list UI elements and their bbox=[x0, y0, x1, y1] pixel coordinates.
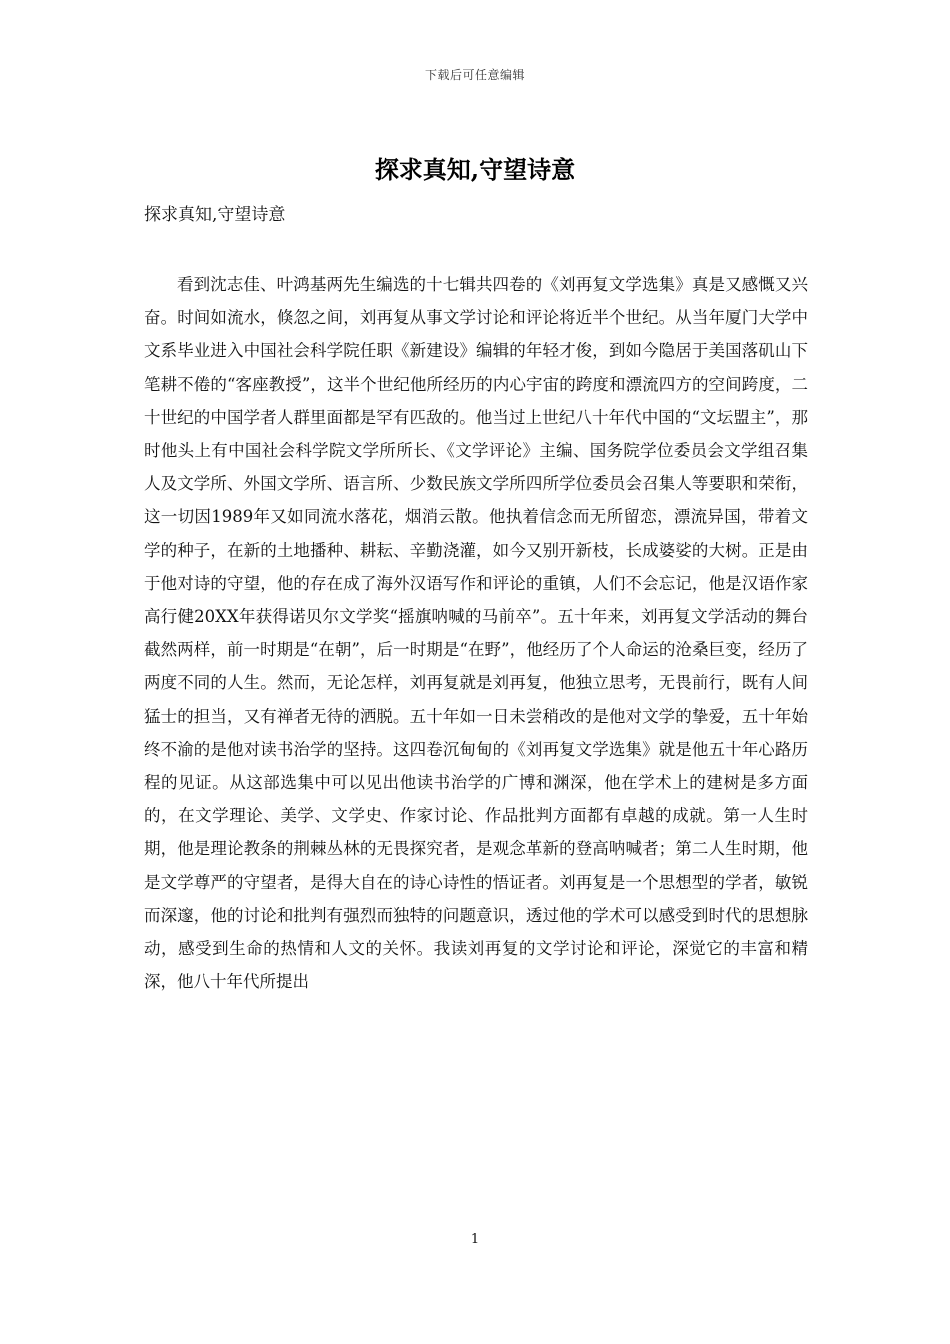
page-header-note: 下载后可任意编辑 bbox=[424, 68, 525, 82]
document-subtitle: 探求真知,守望诗意 bbox=[144, 205, 286, 225]
body-paragraph: 看到沈志佳、叶鸿基两先生编选的十七辑共四卷的《刘再复文学选集》真是又感慨又兴奋。时间如流水，倏忽之间，刘再复从事文学讨论和评论将近半个世纪。从当年厦门大学中文系毕业进入中国社会科学院任职《新建设》编辑的年轻才俊，到如今隐居于美国落矶山下笔耕不倦的“客座教授”，这半个世纪他所经历的内心宇宙的跨度和漂流四方的空间跨度，二十世纪的中国学者人群里面都是罕有匹敌的。他当过上世纪八十年代中国的“文坛盟主”，那时他头上有中国社会科学院文学所所长、《文学评论》主编、国务院学位委员会文学组召集人及文学所、外国文学所、语言所、少数民族文学所四所学位委员会召集人等要职和荣衔，这一切因1989年又如同流水落花，烟消云散。他执着信念而无所留恋，漂流异国，带着文学的种子，在新的土地播种、耕耘、辛勤浇灌，如今又别开新枝，长成婆娑的大树。正是由于他对诗的守望，他的存在成了海外汉语写作和评论的重镇，人们不会忘记，他是汉语作家高行健20XX年获得诺贝尔文学奖“摇旗呐喊的马前卒”。五十年来，刘再复文学活动的舞台截然两样，前一时期是“在朝”，后一时期是“在野”，他经历了个人命运的沧桑巨变，经历了两度不同的人生。然而，无论怎样，刘再复就是刘再复，他独立思考，无畏前行，既有人间猛士的担当，又有禅者无待的洒脱。五十年如一日未尝稍改的是他对文学的挚爱，五十年始终不渝的是他对读书治学的坚持。这四卷沉甸甸的《刘再复文学选集》就是他五十年心路历程的见证。从这部选集中可以见出他读书治学的广博和渊深，他在学术上的建树是多方面的，在文学理论、美学、文学史、作家讨论、作品批判方面都有卓越的成就。第一人生时期，他是理论教条的荆棘丛林的无畏探究者，是观念革新的登高呐喊者；第二人生时期，他是文学尊严的守望者，是得大自在的诗心诗性的悟证者。刘再复是一个思想型的学者，敏锐而深邃，他的讨论和批判有强烈而独特的问题意识，透过他的学术可以感受到时代的思想脉动，感受到生命的热情和人文的关怀。我读刘再复的文学讨论和评论，深觉它的丰富和精深，他八十年代所提出 bbox=[144, 275, 808, 992]
document-title: 探求真知,守望诗意 bbox=[374, 155, 576, 184]
page-number: 1 bbox=[470, 1232, 480, 1247]
